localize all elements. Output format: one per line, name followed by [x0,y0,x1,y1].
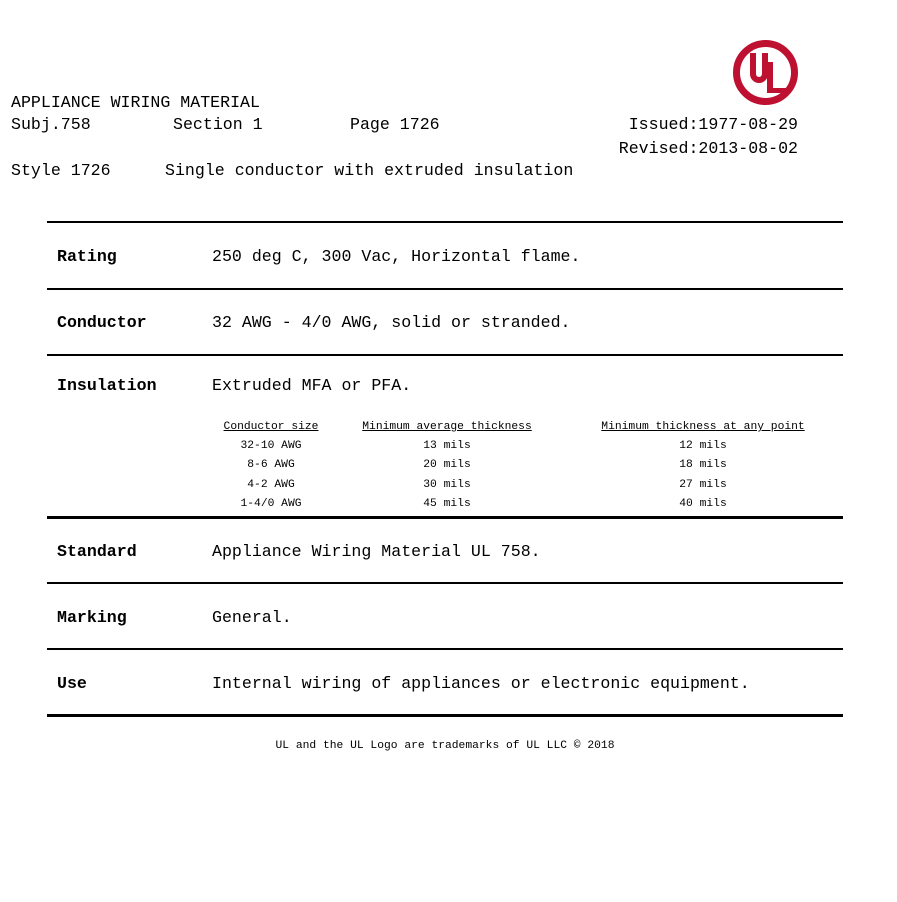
insulation-table-header-min-thickness-any-point: Minimum thickness at any point [601,421,805,433]
trademark-notice: UL and the UL Logo are trademarks of UL LLC © 2018 [275,740,615,752]
conductor-value: 32 AWG - 4/0 AWG, solid or stranded. [212,313,571,332]
page-number: Page 1726 [350,115,440,134]
revised-date: Revised:2013-08-02 [618,139,798,158]
divider [47,582,843,584]
table-cell-min-avg-thickness: 30 mils [423,479,471,491]
insulation-value: Extruded MFA or PFA. [212,376,412,395]
table-cell-min-avg-thickness: 20 mils [423,459,471,471]
use-label: Use [57,674,87,693]
conductor-label: Conductor [57,313,147,332]
issued-date: Issued:1977-08-29 [628,115,798,134]
divider [47,354,843,356]
table-cell-conductor-size: 1-4/0 AWG [240,498,302,510]
divider [47,516,843,519]
section-number: Section 1 [173,115,263,134]
document-title: APPLIANCE WIRING MATERIAL [11,93,260,112]
insulation-table-header-min-avg-thickness: Minimum average thickness [362,421,532,433]
style-description: Single conductor with extruded insulation [165,161,574,180]
table-cell-conductor-size: 8-6 AWG [247,459,295,471]
table-cell-conductor-size: 4-2 AWG [247,479,295,491]
insulation-table-header-conductor-size: Conductor size [223,421,319,433]
marking-label: Marking [57,608,127,627]
style-number: Style 1726 [11,161,111,180]
use-value: Internal wiring of appliances or electronic equipment. [212,674,750,693]
table-cell-conductor-size: 32-10 AWG [240,440,302,452]
divider [47,714,843,717]
divider [47,648,843,650]
table-cell-min-thickness-any-point: 18 mils [679,459,727,471]
ul-logo-icon [733,40,798,105]
ul-logo-letter-u [750,53,768,83]
divider [47,221,843,223]
table-cell-min-avg-thickness: 45 mils [423,498,471,510]
rating-label: Rating [57,247,117,266]
divider [47,288,843,290]
table-cell-min-thickness-any-point: 12 mils [679,440,727,452]
marking-value: General. [212,608,292,627]
standard-value: Appliance Wiring Material UL 758. [212,542,541,561]
rating-value: 250 deg C, 300 Vac, Horizontal flame. [212,247,581,266]
subject-number: Subj.758 [11,115,91,134]
standard-label: Standard [57,542,137,561]
table-cell-min-avg-thickness: 13 mils [423,440,471,452]
insulation-label: Insulation [57,376,157,395]
table-cell-min-thickness-any-point: 40 mils [679,498,727,510]
table-cell-min-thickness-any-point: 27 mils [679,479,727,491]
ul-logo-letter-l [767,62,787,93]
